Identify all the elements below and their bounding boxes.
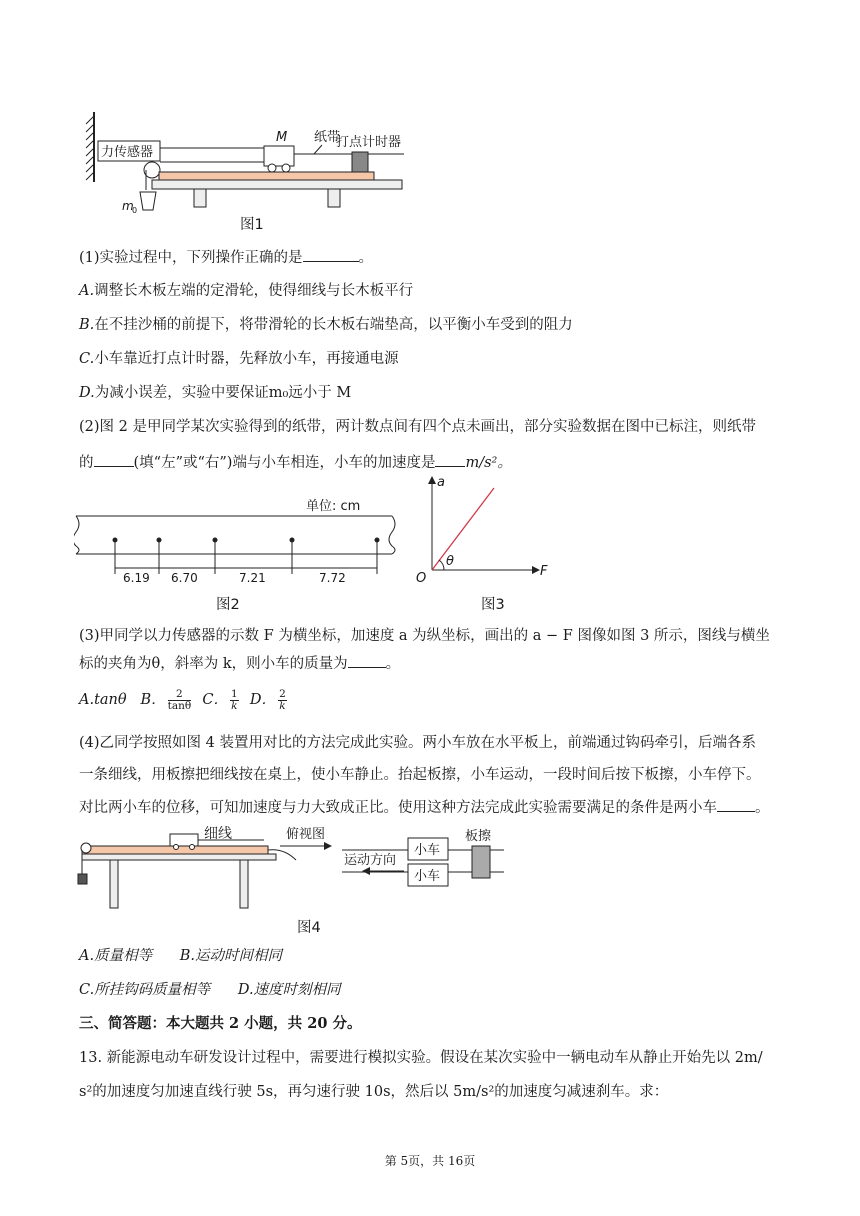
q3-option-c-fraction: [230, 689, 239, 712]
figure-4: [74, 824, 524, 914]
q3-answer-blank: [348, 653, 386, 668]
fig1-timer-label: 打点计时器: [336, 135, 402, 150]
fig2-unit: 单位: cm: [306, 499, 361, 514]
q3-option-a: A.tanθ: [79, 692, 127, 708]
q2-line-2-b: (填“左”或“右”)端与小车相连，小车的加速度是: [133, 455, 436, 471]
q3-option-b-letter: B．: [140, 692, 166, 708]
q3-option-d-den: k: [279, 699, 286, 712]
q4-line-1: (4)乙同学按照如图 4 装置用对比的方法完成此实验。两小车放在水平板上，前端通过钩码牵引，后端各系: [79, 735, 756, 751]
q4-option-a: A.质量相等: [79, 948, 153, 964]
q2-blank-accel: [435, 452, 465, 467]
q3-option-c-num: 1: [231, 687, 238, 700]
fig2-seg-2: 6.70: [171, 571, 198, 584]
fig3-angle: θ: [446, 554, 454, 569]
q1-option-c-text: 小车靠近打点计时器，先释放小车，再接通电源: [94, 351, 399, 367]
q4-line-3: [79, 797, 770, 818]
q1-option-d: [79, 383, 351, 403]
fig3-axis-x: F: [540, 564, 548, 579]
figure-3: [410, 474, 560, 584]
fig4-thread-label: 细线: [204, 826, 232, 842]
fig2-seg-3: 7.21: [239, 571, 266, 584]
q4-option-b: B.运动时间相同: [179, 948, 283, 964]
q1-stem-suffix: 。: [358, 250, 374, 266]
q3-line-2: [79, 653, 400, 674]
fig1-tape-label: 纸带: [314, 130, 341, 145]
fig2-seg-1: 6.19: [123, 571, 150, 584]
q1-option-a-letter: A.: [79, 283, 95, 299]
fig3-origin: O: [416, 571, 427, 584]
q13-line-2: s²的加速度匀加速直线行驶 5s，再匀速行驶 10s，然后以 5m/s²的加速度匀减速刹车。求：: [79, 1084, 669, 1100]
q2-line-2-a: 的: [79, 455, 94, 471]
figure-1-caption: 图1: [240, 217, 264, 233]
q3-options: [79, 687, 289, 713]
fig4-topview-label: 俯视图: [286, 827, 326, 842]
q2-line-2-c: m/s²。: [465, 455, 512, 471]
q4-option-d: D.速度时刻相同: [237, 982, 341, 998]
q1-option-b: [79, 315, 573, 335]
q1-option-d-letter: D.: [79, 385, 95, 401]
q1-option-a-text: 调整长木板左端的定滑轮，使得细线与长木板平行: [94, 283, 414, 299]
fig1-M-label: M: [276, 130, 288, 145]
q3-option-d-fraction: [278, 689, 287, 712]
q3-option-b-num: 2: [168, 689, 192, 701]
page-footer: 第 5页，共 16页: [384, 1154, 476, 1168]
q1-stem-prefix: (1)实验过程中，下列操作正确的是: [79, 250, 303, 266]
q4-options-row-2: [79, 980, 341, 1000]
q3-option-b-fraction: [168, 689, 192, 712]
q3-option-d-letter: D．: [249, 692, 277, 708]
fig1-m0-sub: 0: [132, 206, 138, 215]
section-3-heading: 三、简答题：本大题共 2 小题，共 20 分。: [79, 1015, 362, 1032]
q4-options-row-1: [79, 946, 282, 966]
fig1-sensor-label: 力传感器: [101, 145, 154, 160]
q2-blank-side: [94, 452, 134, 467]
q1-option-b-letter: B.: [79, 317, 95, 333]
q4-option-c: C.所挂钩码质量相等: [79, 982, 211, 998]
fig4-car2-label: 小车: [414, 869, 441, 884]
figure-2-caption: 图2: [216, 597, 240, 613]
q4-line-3-a: 对比两小车的位移，可知加速度与力大致成正比。使用这种方法完成此实验需要满足的条件是两小车: [79, 800, 717, 816]
fig2-seg-4: 7.72: [319, 571, 346, 584]
q3-line-2-a: 标的夹角为θ，斜率为 k，则小车的质量为: [79, 656, 348, 672]
q1-option-b-text: 在不挂沙桶的前提下，将带滑轮的长木板右端垫高，以平衡小车受到的阻力: [94, 317, 573, 333]
q3-line-1: (3)甲同学以力传感器的示数 F 为横坐标，加速度 a 为纵坐标，画出的 a − F 图像如图 3 所示，图线与横坐: [79, 628, 770, 644]
q1-stem: [79, 247, 373, 268]
q3-option-d-num: 2: [279, 687, 286, 700]
fig4-eraser-label: 板擦: [465, 829, 492, 844]
q3-option-b-den: tanθ: [167, 699, 192, 712]
q3-option-c-letter: C．: [202, 692, 229, 708]
figure-3-caption: 图3: [481, 597, 505, 613]
q4-line-3-b: 。: [755, 800, 770, 816]
q13-line-1: 13. 新能源电动车研发设计过程中，需要进行模拟实验。假设在某次实验中一辆电动车从静止开始先以 2m/: [79, 1050, 763, 1066]
fig3-axis-y: a: [437, 475, 445, 490]
q1-option-c: [79, 349, 399, 369]
q1-option-a: [79, 281, 413, 301]
figure-4-caption: 图4: [297, 920, 321, 936]
q1-option-d-text: 为减小误差，实验中要保证m₀远小于 M: [94, 385, 352, 401]
svg-text:0: [132, 206, 137, 215]
q2-line-1: (2)图 2 是甲同学某次实验得到的纸带，两计数点间有四个点未画出，部分实验数据在图中已标注，则纸带: [79, 419, 756, 435]
q1-answer-blank: [303, 247, 359, 262]
q3-option-c-den: k: [231, 699, 238, 712]
q4-answer-blank: [717, 797, 755, 812]
fig1-m0-label: m: [122, 199, 134, 213]
fig4-direction-label: 运动方向: [344, 853, 397, 868]
q2-line-2: [79, 452, 512, 473]
fig4-car1-label: 小车: [414, 843, 441, 858]
q4-line-2: 一条细线，用板擦把细线按在桌上，使小车静止。抬起板擦，小车运动，一段时间后按下板擦，小车停下。: [79, 767, 761, 783]
q3-line-2-b: 。: [385, 656, 401, 672]
q1-option-c-letter: C.: [79, 351, 95, 367]
figure-2: [74, 494, 396, 584]
